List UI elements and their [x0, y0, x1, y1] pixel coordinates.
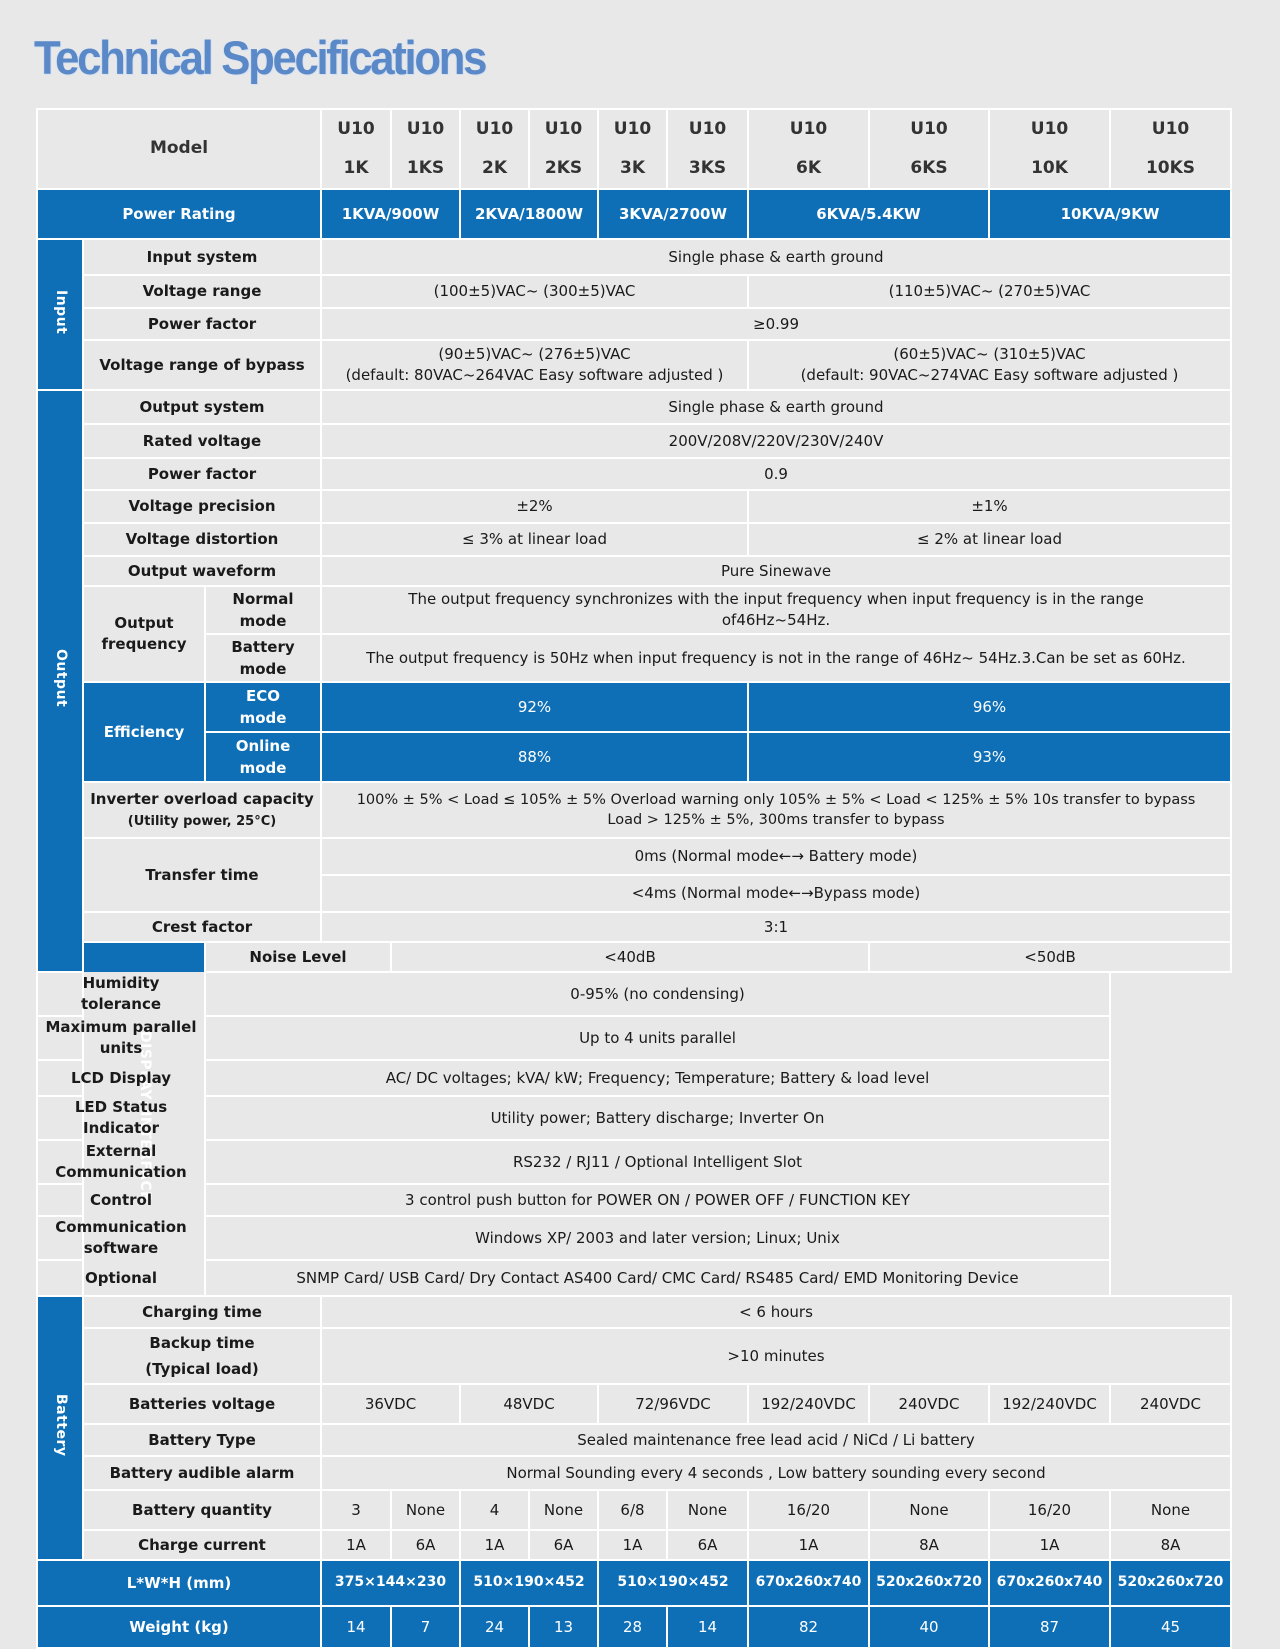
charge-current-cell: 1A [748, 1530, 869, 1560]
transfer-value-1: 0ms (Normal mode←→ Battery mode) [321, 838, 1231, 875]
row-label: Battery Type [83, 1424, 321, 1456]
row-value: < 6 hours [321, 1296, 1231, 1328]
row-label: Input system [83, 239, 321, 275]
battery-type-row [37, 1424, 1231, 1456]
row-label: Optional [37, 1260, 205, 1296]
row-label: Crest factor [83, 912, 321, 942]
batteries-voltage-row [37, 1384, 1231, 1424]
weight-cell: 24 [460, 1606, 529, 1648]
row-label: Communication software [37, 1216, 205, 1260]
efficiency-eco-row [37, 682, 1231, 732]
row-value-low: <40dB [391, 942, 869, 972]
row-value-low: (100±5)VAC~ (300±5)VAC [321, 275, 748, 308]
row-label: Battery quantity [83, 1490, 321, 1530]
efficiency-online-row [37, 732, 1231, 782]
battery-quantity-cell: 6/8 [598, 1490, 667, 1530]
bypass-row [37, 340, 1231, 390]
row-value: Up to 4 units parallel [205, 1016, 1110, 1060]
eco-mode-label: ECO mode [205, 682, 321, 732]
row-label: Battery audible alarm [83, 1456, 321, 1490]
battery-quantity-row [37, 1490, 1231, 1530]
charge-current-cell: 1A [460, 1530, 529, 1560]
communication-row [37, 1140, 1231, 1184]
row-value: Normal Sounding every 4 seconds , Low battery sounding every second [321, 1456, 1231, 1490]
row-label: Noise Level [205, 942, 391, 972]
dimensions-cell: 520x260x720 [869, 1560, 989, 1606]
row-label: Humidity tolerance [37, 972, 205, 1016]
row-value: Utility power; Battery discharge; Inverter On [205, 1096, 1110, 1140]
overload-value: 100% ± 5% < Load ≤ 105% ± 5% Overload warning only 105% ± 5% < Load < 125% ± 5% 10s transfer to bypass Load > 125% ± 5%, 300ms transfer to bypass [321, 782, 1231, 838]
weight-cell: 87 [989, 1606, 1110, 1648]
model-cell: U10 3KS [667, 109, 748, 189]
dimensions-cell: 510×190×452 [598, 1560, 748, 1606]
row-value-high: (110±5)VAC~ (270±5)VAC [748, 275, 1231, 308]
weight-cell: 45 [1110, 1606, 1231, 1648]
row-label: LED Status Indicator [37, 1096, 205, 1140]
model-cell: U10 2K [460, 109, 529, 189]
frequency-battery-row [37, 634, 1231, 682]
row-value-low: (90±5)VAC~ (276±5)VAC (default: 80VAC~264VAC Easy software adjusted ) [321, 340, 748, 390]
battery-quantity-cell: None [869, 1490, 989, 1530]
power-rating-value: 3KVA/2700W [598, 189, 748, 239]
weight-cell: 40 [869, 1606, 989, 1648]
battery-voltage-cell: 192/240VDC [989, 1384, 1110, 1424]
row-label: Power factor [83, 308, 321, 340]
model-cell: U10 10K [989, 109, 1110, 189]
row-value-high: ≤ 2% at linear load [748, 523, 1231, 556]
specifications-table [36, 108, 1232, 1649]
weight-cell: 82 [748, 1606, 869, 1648]
charging-time-row [37, 1296, 1231, 1328]
input-system-row [37, 239, 1231, 275]
weight-cell: 7 [391, 1606, 460, 1648]
battery-voltage-cell: 240VDC [869, 1384, 989, 1424]
row-label: Voltage range of bypass [83, 340, 321, 390]
dimensions-cell: 670x260x740 [989, 1560, 1110, 1606]
eco-value-low: 92% [321, 682, 748, 732]
battery-quantity-cell: None [1110, 1490, 1231, 1530]
overload-row [37, 782, 1231, 838]
model-cell: U10 6KS [869, 109, 989, 189]
model-cell: U10 3K [598, 109, 667, 189]
battery-quantity-cell: None [529, 1490, 598, 1530]
power-rating-label: Power Rating [37, 189, 321, 239]
dimensions-cell: 670x260x740 [748, 1560, 869, 1606]
row-label: Voltage range [83, 275, 321, 308]
row-label: Charging time [83, 1296, 321, 1328]
normal-mode-value: The output frequency synchronizes with the input frequency when input frequency is in the range of46Hz~54Hz. [321, 586, 1231, 634]
battery-voltage-cell: 36VDC [321, 1384, 460, 1424]
charge-current-cell: 1A [598, 1530, 667, 1560]
row-label: Control [37, 1184, 205, 1216]
row-value: 3:1 [321, 912, 1231, 942]
charge-current-cell: 1A [989, 1530, 1110, 1560]
input-power-factor-row [37, 308, 1231, 340]
led-row [37, 1096, 1231, 1140]
battery-quantity-cell: 4 [460, 1490, 529, 1530]
row-label: LCD Display [37, 1060, 205, 1096]
model-cell: U10 2KS [529, 109, 598, 189]
battery-alarm-row [37, 1456, 1231, 1490]
optional-row [37, 1260, 1231, 1296]
dimensions-cell: 520x260x720 [1110, 1560, 1231, 1606]
row-value-low: ±2% [321, 490, 748, 523]
battery-quantity-cell: 3 [321, 1490, 391, 1530]
voltage-range-row [37, 275, 1231, 308]
battery-voltage-cell: 48VDC [460, 1384, 598, 1424]
row-value: Windows XP/ 2003 and later version; Linux; Unix [205, 1216, 1110, 1260]
noise-row [37, 942, 1231, 972]
category-battery: Battery [37, 1296, 83, 1560]
battery-voltage-cell: 192/240VDC [748, 1384, 869, 1424]
transfer-row-1 [37, 838, 1231, 875]
model-label: Model [37, 109, 321, 189]
category-output: Output [37, 390, 83, 972]
category-input: Input [37, 239, 83, 390]
row-value-high: <50dB [869, 942, 1231, 972]
row-value: ≥0.99 [321, 308, 1231, 340]
row-value: 200V/208V/220V/230V/240V [321, 424, 1231, 458]
charge-current-cell: 6A [667, 1530, 748, 1560]
model-cell: U10 6K [748, 109, 869, 189]
charge-current-cell: 6A [391, 1530, 460, 1560]
weight-cell: 14 [667, 1606, 748, 1648]
voltage-distortion-row [37, 523, 1231, 556]
control-row [37, 1184, 1231, 1216]
frequency-normal-row [37, 586, 1231, 634]
power-rating-value: 10KVA/9KW [989, 189, 1231, 239]
row-label: Rated voltage [83, 424, 321, 458]
row-value-high: (60±5)VAC~ (310±5)VAC (default: 90VAC~274VAC Easy software adjusted ) [748, 340, 1231, 390]
battery-mode-value: The output frequency is 50Hz when input frequency is not in the range of 46Hz~ 54Hz.3.Can be set as 60Hz. [321, 634, 1231, 682]
battery-quantity-cell: None [667, 1490, 748, 1530]
overload-label: Inverter overload capacity (Utility power, 25°C) [83, 782, 321, 838]
model-cell: U10 1K [321, 109, 391, 189]
output-frequency-label: Output frequency [83, 586, 205, 682]
power-rating-row [37, 189, 1231, 239]
charge-current-cell: 1A [321, 1530, 391, 1560]
row-label: Charge current [83, 1530, 321, 1560]
output-waveform-row [37, 556, 1231, 586]
charge-current-cell: 6A [529, 1530, 598, 1560]
row-value: Single phase & earth ground [321, 239, 1231, 275]
row-value: 3 control push button for POWER ON / POWER OFF / FUNCTION KEY [205, 1184, 1110, 1216]
row-label: External Communication [37, 1140, 205, 1184]
lcd-row [37, 1060, 1231, 1096]
voltage-precision-row [37, 490, 1231, 523]
battery-voltage-cell: 240VDC [1110, 1384, 1231, 1424]
online-value-low: 88% [321, 732, 748, 782]
transfer-value-2: <4ms (Normal mode←→Bypass mode) [321, 875, 1231, 912]
row-label: Output system [83, 390, 321, 424]
row-label: Output waveform [83, 556, 321, 586]
row-value: Pure Sinewave [321, 556, 1231, 586]
row-label: Power factor [83, 458, 321, 490]
parallel-row [37, 1016, 1231, 1060]
rated-voltage-row [37, 424, 1231, 458]
efficiency-label: Efficiency [83, 682, 205, 782]
battery-voltage-cell: 72/96VDC [598, 1384, 748, 1424]
weight-cell: 13 [529, 1606, 598, 1648]
model-cell: U10 1KS [391, 109, 460, 189]
weight-row [37, 1606, 1231, 1648]
weight-cell: 28 [598, 1606, 667, 1648]
battery-quantity-cell: 16/20 [748, 1490, 869, 1530]
row-value: AC/ DC voltages; kVA/ kW; Frequency; Temperature; Battery & load level [205, 1060, 1110, 1096]
row-value-high: ±1% [748, 490, 1231, 523]
row-value: Sealed maintenance free lead acid / NiCd / Li battery [321, 1424, 1231, 1456]
online-mode-label: Online mode [205, 732, 321, 782]
row-label: Batteries voltage [83, 1384, 321, 1424]
row-label: Voltage precision [83, 490, 321, 523]
humidity-row [37, 972, 1231, 1016]
dimensions-cell: 375×144×230 [321, 1560, 460, 1606]
row-value: 0.9 [321, 458, 1231, 490]
battery-quantity-cell: 16/20 [989, 1490, 1110, 1530]
model-cell: U10 10KS [1110, 109, 1231, 189]
power-rating-value: 1KVA/900W [321, 189, 460, 239]
row-label: Voltage distortion [83, 523, 321, 556]
software-row [37, 1216, 1231, 1260]
row-value: SNMP Card/ USB Card/ Dry Contact AS400 Card/ CMC Card/ RS485 Card/ EMD Monitoring Device [205, 1260, 1110, 1296]
transfer-time-label: Transfer time [83, 838, 321, 912]
row-value-low: ≤ 3% at linear load [321, 523, 748, 556]
battery-quantity-cell: None [391, 1490, 460, 1530]
output-system-row [37, 390, 1231, 424]
normal-mode-label: Normal mode [205, 586, 321, 634]
row-value: Single phase & earth ground [321, 390, 1231, 424]
backup-time-label: Backup time (Typical load) [83, 1328, 321, 1384]
online-value-high: 93% [748, 732, 1231, 782]
weight-cell: 14 [321, 1606, 391, 1648]
backup-time-row [37, 1328, 1231, 1384]
power-rating-value: 6KVA/5.4KW [748, 189, 989, 239]
row-value: 0-95% (no condensing) [205, 972, 1110, 1016]
weight-label: Weight (kg) [37, 1606, 321, 1648]
dimensions-row [37, 1560, 1231, 1606]
charge-current-cell: 8A [869, 1530, 989, 1560]
row-value: >10 minutes [321, 1328, 1231, 1384]
output-power-factor-row [37, 458, 1231, 490]
row-label: Maximum parallel units [37, 1016, 205, 1060]
charge-current-cell: 8A [1110, 1530, 1231, 1560]
power-rating-value: 2KVA/1800W [460, 189, 598, 239]
battery-mode-label: Battery mode [205, 634, 321, 682]
model-row [37, 109, 1231, 189]
eco-value-high: 96% [748, 682, 1231, 732]
charge-current-row [37, 1530, 1231, 1560]
dimensions-label: L*W*H (mm) [37, 1560, 321, 1606]
crest-factor-row [37, 912, 1231, 942]
row-value: RS232 / RJ11 / Optional Intelligent Slot [205, 1140, 1110, 1184]
page-title: Technical Specifications [34, 31, 486, 84]
dimensions-cell: 510×190×452 [460, 1560, 598, 1606]
